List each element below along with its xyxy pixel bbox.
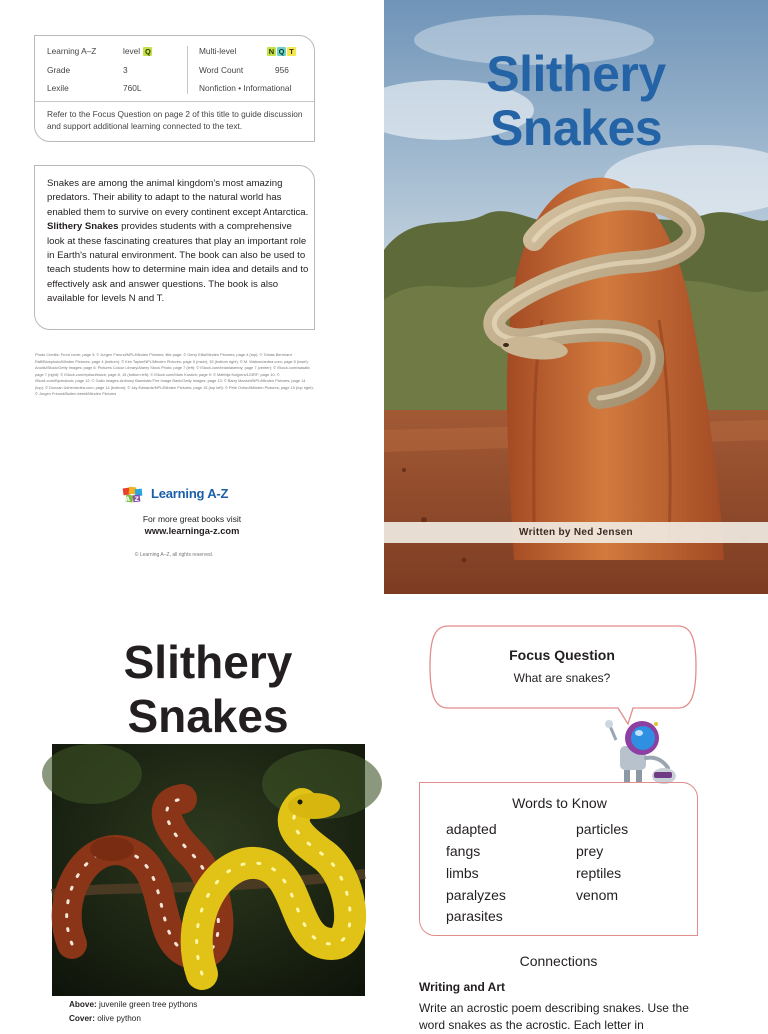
word-count-value: 956 xyxy=(275,65,289,75)
title-page-line-2: Snakes xyxy=(127,690,289,742)
description-book-title: Slithery Snakes xyxy=(47,221,119,233)
robot-mascot-icon xyxy=(602,718,682,788)
caption-cover: Cover: olive python xyxy=(69,1014,141,1023)
learning-az-logo-icon xyxy=(123,487,147,503)
multilevel-badge-q: Q xyxy=(278,47,285,56)
description-box xyxy=(34,165,315,330)
word-particles: particles xyxy=(576,821,629,837)
connections-title: Connections xyxy=(519,953,598,969)
book-info-box xyxy=(34,35,315,142)
photo-credits: Photo Credits: Front cover, page 3: © Jurgen Freund/NPL/Minden Pictures; title page: © Gerry Ellis/Minden Pictures; page 4 (top): © Tobias Bernhard Raff/Biosphoto/Minden Pictures; page 4 (bottom): © Kim Taylor/NPL/Minden Pictures; page 5 (main), 15 (bottom right): © M. Watson/ardea.com; page 5 (inset): Anolis/iStock/Getty Images; page 6: Pictures Colour Library/Alamy Stock Photo; page 7 (left): © iStock.com/brianlasenby; page 7 (center): © iStock.com/wasabi; page 7 (right): © iStock.com/epitavi/stock; page 8, 15 (bottom left): © iStock.com/Mark Kostich; page 9: © Matthijs Kuijpers/123RF; page 10: © iStock.com/Bjornstock; page 12: © Gallo Images-Anthony Bannister/The Image Bank/Getty Images; page 13: © Barry Mansell/NPL/Minden Pictures; page 14 (top): © Duncan Usher/ardea.com; page 14 (bottom): © Jay Edwards/NPL/Minden Pictures; page 15 (top left): © Pete Oxford/Minden Pictures; page 15 (top right): © Jurgen Freund/Buiten-beeld/Minden Pictures xyxy=(35,352,314,396)
multilevel-badge-n: N xyxy=(268,47,275,56)
word-adapted: adapted xyxy=(446,821,497,837)
word-fangs: fangs xyxy=(446,843,481,859)
words-to-know-title: Words to Know xyxy=(512,795,607,811)
word-reptiles: reptiles xyxy=(576,865,622,881)
grade-value: 3 xyxy=(123,65,128,75)
lexile-label: Lexile xyxy=(47,83,69,93)
svg-text:A: A xyxy=(125,496,130,503)
level-label: level Q xyxy=(123,46,151,56)
svg-text:Z: Z xyxy=(134,496,139,503)
word-venom: venom xyxy=(576,887,619,903)
word-count-label: Word Count xyxy=(199,65,244,75)
word-prey: prey xyxy=(576,843,604,859)
cover-title-line-1: Slithery xyxy=(486,46,666,102)
genre-label: Nonfiction • Informational xyxy=(199,83,292,93)
caption-above: Above: juvenile green tree pythons xyxy=(69,1000,198,1009)
website-link[interactable]: www.learninga-z.com xyxy=(144,526,240,536)
info-separator xyxy=(35,101,314,102)
title-page-photo-green-tree-pythons xyxy=(52,744,365,996)
word-parasites: parasites xyxy=(446,908,503,924)
title-page-line-1: Slithery xyxy=(123,636,293,688)
multilevel-badges xyxy=(266,46,296,56)
author-byline: Written by Ned Jensen xyxy=(519,527,633,538)
focus-page xyxy=(384,594,768,1032)
focus-note: Refer to the Focus Question on page 2 of this title to guide discussion and support additional learning connected to the text. xyxy=(47,109,303,131)
writing-art-title: Writing and Art xyxy=(419,980,505,994)
learning-az-logo-text: Learning A-Z xyxy=(151,486,229,501)
words-to-know-box xyxy=(419,782,698,936)
info-divider xyxy=(187,46,188,94)
title-page xyxy=(0,594,384,1024)
word-paralyzes: paralyzes xyxy=(446,887,506,903)
back-cover xyxy=(0,0,384,594)
learning-az-label: Learning A–Z xyxy=(47,46,97,56)
book-info-grid xyxy=(47,46,305,94)
focus-question-text: What are snakes? xyxy=(513,671,611,685)
writing-art-text: Write an acrostic poem describing snakes. Use the word snakes as the acrostic. Each letter in xyxy=(419,1001,689,1032)
grade-label: Grade xyxy=(47,65,71,75)
lexile-value: 760L xyxy=(123,83,142,93)
level-badge: Q xyxy=(144,47,151,56)
front-cover xyxy=(384,0,768,594)
cover-title-line-2: Snakes xyxy=(489,100,663,156)
more-books-text: For more great books visit xyxy=(142,514,242,524)
book-description: Snakes are among the animal kingdom's most amazing predators. Their ability to adapt to the natural world has enabled them to survive on every continent except Antarctica. Slithery Snakes provides students with a comprehensive look at these fascinating creatures that play an important role in Earth's natural environment. The book can also be used to teach students how to determine main idea and details and to effectively ask and answer questions. The book is also available for levels N and T. xyxy=(47,178,309,305)
multilevel-label: Multi-level xyxy=(199,46,237,56)
focus-question-title: Focus Question xyxy=(509,647,615,663)
copyright: © Learning A–Z, all rights reserved. xyxy=(134,552,214,558)
multilevel-badge-t: T xyxy=(287,47,296,56)
word-limbs: limbs xyxy=(446,865,479,881)
